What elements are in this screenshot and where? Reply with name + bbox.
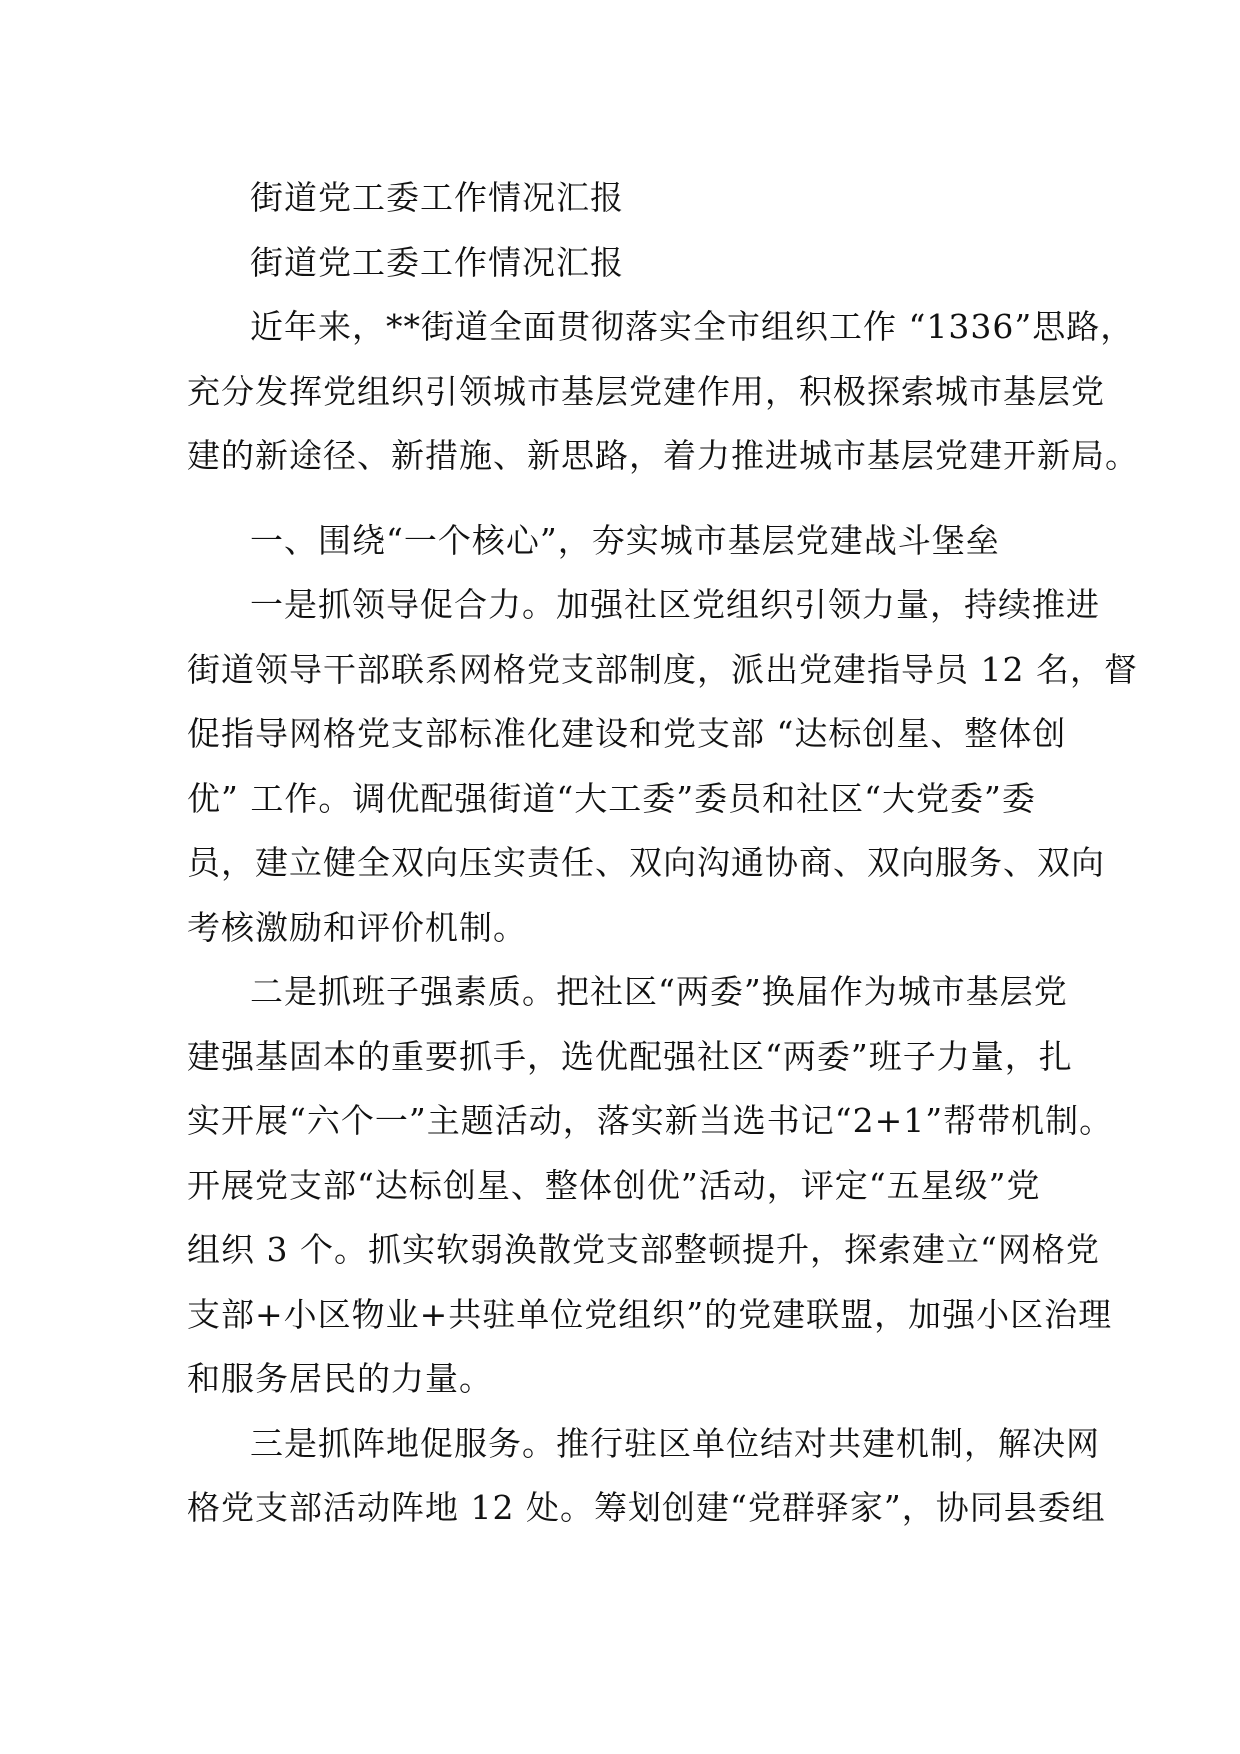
para2-line-3: 实开展“六个一”主题活动，落实新当选书记“2+1”帮带机制。 — [187, 1101, 1114, 1140]
intro-line-3: 建的新途径、新措施、新思路，着力推进城市基层党建开新局。 — [187, 436, 1139, 475]
para2-line-1: 二是抓班子强素质。把社区“两委”换届作为城市基层党 — [250, 972, 1068, 1011]
paragraph-3 — [187, 1412, 1106, 1541]
document-title: 街道党工委工作情况汇报 — [250, 178, 624, 217]
para1-line-3: 促指导网格党支部标准化建设和党支部 “达标创星、整体创 — [187, 714, 1067, 753]
para2-line-2: 建强基固本的重要抓手，选优配强社区“两委”班子力量，扎 — [187, 1036, 1073, 1076]
para1-line-2: 街道领导干部联系网格党支部制度，派出党建指导员 12 名，督 — [187, 649, 1138, 689]
intro-line-2: 充分发挥党组织引领城市基层党建作用，积极探索城市基层党 — [187, 371, 1105, 411]
para2-line-6: 支部+小区物业+共驻单位党组织”的党建联盟，加强小区治理 — [187, 1294, 1113, 1334]
intro-line-1: 近年来，**街道全面贯彻落实全市组织工作 “1336”思路， — [250, 307, 1135, 346]
para3-line-2: 格党支部活动阵地 12 处。筹划创建“党群驿家”，协同县委组 — [187, 1488, 1106, 1527]
para1-line-6: 考核激励和评价机制。 — [187, 907, 527, 947]
paragraph-gap — [187, 489, 1067, 509]
document-subtitle: 街道党工委工作情况汇报 — [250, 242, 624, 282]
document-body — [187, 166, 1139, 1541]
paragraph-2 — [187, 960, 1114, 1412]
para3-line-1: 三是抓阵地促服务。推行驻区单位结对共建机制，解决网 — [250, 1423, 1100, 1463]
para2-line-5: 组织 3 个。抓实软弱涣散党支部整顿提升，探索建立“网格党 — [187, 1230, 1100, 1269]
para1-line-5: 员，建立健全双向压实责任、双向沟通协商、双向服务、双向 — [187, 843, 1105, 882]
para1-line-4: 优” 工作。调优配强街道“大工委”委员和社区“大党委”委 — [187, 778, 1036, 818]
paragraph-1 — [187, 573, 1138, 960]
para2-line-7: 和服务居民的力量。 — [187, 1359, 493, 1398]
intro-paragraph — [187, 295, 1139, 489]
para1-line-1: 一是抓领导促合力。加强社区党组织引领力量，持续推进 — [250, 585, 1100, 624]
section-heading: 一、围绕“一个核心”，夯实城市基层党建战斗堡垒 — [250, 520, 1000, 560]
para2-line-4: 开展党支部“达标创星、整体创优”活动，评定“五星级”党 — [187, 1165, 1041, 1205]
